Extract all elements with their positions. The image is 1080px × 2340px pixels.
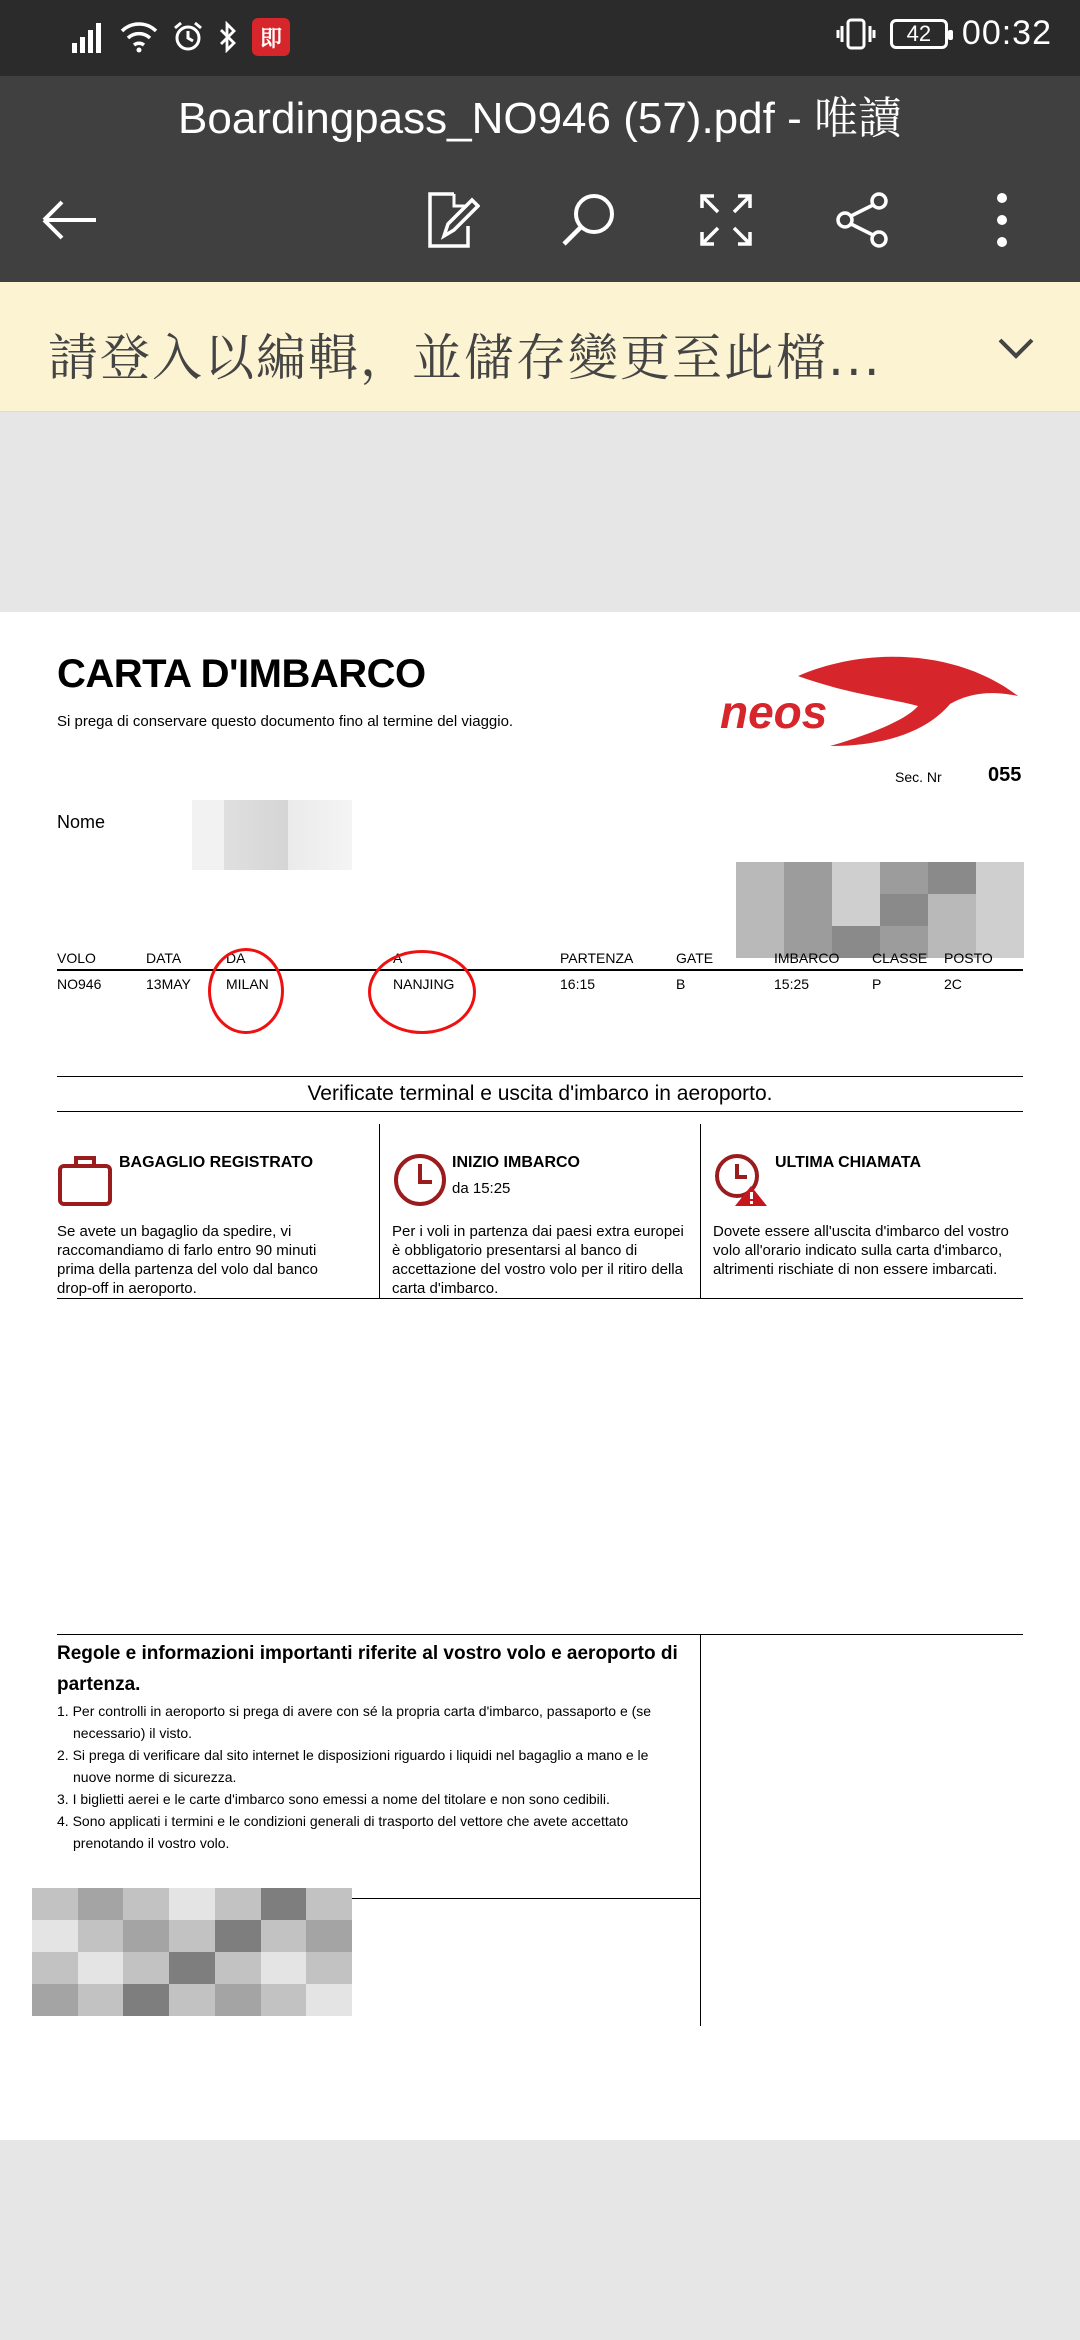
header-partenza: PARTENZA bbox=[560, 950, 634, 966]
clock-icon bbox=[392, 1152, 448, 1208]
flight-table-rule bbox=[57, 969, 1023, 971]
app-bar bbox=[0, 76, 1080, 282]
redacted-barcode bbox=[736, 862, 1024, 958]
status-icons-right bbox=[836, 14, 1052, 53]
header-classe: CLASSE bbox=[872, 950, 928, 966]
column-divider bbox=[700, 1124, 701, 1298]
info-boarding-time: da 15:25 bbox=[452, 1180, 511, 1197]
fullscreen-button[interactable] bbox=[686, 180, 766, 260]
header-imbarco: IMBARCO bbox=[774, 950, 840, 966]
suitcase-icon bbox=[57, 1152, 113, 1208]
sign-in-banner[interactable] bbox=[0, 282, 1080, 412]
rule-item: 3. I biglietti aerei e le carte d'imbarco sono emessi a nome del titolare e non sono cedibili. bbox=[57, 1791, 610, 1807]
value-classe: P bbox=[872, 976, 882, 992]
sec-nr-label: Sec. Nr bbox=[895, 769, 942, 785]
status-icons-left bbox=[72, 18, 290, 56]
arrow-left-icon bbox=[40, 198, 100, 242]
value-volo: NO946 bbox=[57, 976, 102, 992]
edit-document-icon bbox=[424, 190, 480, 250]
boarding-pass-title: CARTA D'IMBARCO bbox=[57, 652, 426, 696]
sec-nr-value: 055 bbox=[988, 764, 1022, 786]
column-divider bbox=[379, 1124, 380, 1298]
value-posto: 2C bbox=[944, 976, 962, 992]
app-notification-badge: 即 bbox=[252, 18, 290, 56]
info-boarding-title: INIZIO IMBARCO bbox=[452, 1154, 580, 1171]
status-bar bbox=[0, 0, 1080, 76]
bluetooth-icon bbox=[218, 21, 238, 53]
header-gate: GATE bbox=[676, 950, 714, 966]
value-gate: B bbox=[676, 976, 686, 992]
neos-logo bbox=[718, 648, 1024, 758]
search-button[interactable] bbox=[548, 180, 628, 260]
info-last-call bbox=[713, 1124, 1023, 1298]
rule-item: 4. Sono applicati i termini e le condizioni generali di trasporto del vettore che avete accettato prenotando il vostro volo. bbox=[57, 1813, 629, 1851]
vibrate-icon bbox=[836, 17, 876, 51]
document-title: Boardingpass_NO946 (57).pdf - 唯讀 bbox=[178, 94, 902, 143]
info-baggage bbox=[57, 1124, 367, 1298]
edit-button[interactable] bbox=[412, 180, 492, 260]
header-posto: POSTO bbox=[944, 950, 993, 966]
rules-list bbox=[57, 1700, 687, 1854]
svg-text:neos: neos bbox=[720, 686, 828, 738]
verify-terminal-notice: Verificate terminal e uscita d'imbarco in aeroporto. bbox=[57, 1076, 1023, 1112]
rule-item: 2. Si prega di verificare dal sito internet le disposizioni riguardo i liquidi nel bagaglio a mano e le nuove norme di sicurezza. bbox=[57, 1747, 649, 1785]
value-data: 13MAY bbox=[146, 976, 191, 992]
info-boarding-start bbox=[392, 1124, 692, 1298]
rules-divider bbox=[700, 1634, 701, 2026]
more-options-button[interactable] bbox=[962, 180, 1042, 260]
expand-icon bbox=[698, 192, 754, 248]
info-last-call-title: ULTIMA CHIAMATA bbox=[775, 1154, 922, 1171]
search-icon bbox=[558, 190, 618, 250]
info-last-call-body: Dovete essere all'uscita d'imbarco del vostro volo all'orario indicato sulla carta d'imbarco, altrimenti rischiate di non essere imbarcati. bbox=[713, 1223, 1009, 1278]
value-partenza: 16:15 bbox=[560, 976, 596, 992]
clock: 00:32 bbox=[961, 14, 1052, 52]
rules-top-rule bbox=[57, 1634, 1023, 1635]
rule-item: 1. Per controlli in aeroporto si prega di avere con sé la propria carta d'imbarco, passaporto e (se necessario) il visto. bbox=[57, 1703, 652, 1741]
share-icon bbox=[833, 191, 891, 249]
chevron-down-icon[interactable] bbox=[992, 324, 1040, 372]
header-a: A bbox=[393, 950, 403, 966]
value-da: MILAN bbox=[226, 976, 269, 992]
back-button[interactable] bbox=[30, 180, 110, 260]
header-volo: VOLO bbox=[57, 950, 96, 966]
banner-message: 請登入以編輯，並儲存變更至此檔... bbox=[48, 329, 882, 387]
signal-icon bbox=[72, 21, 106, 53]
redacted-block bbox=[32, 1888, 352, 2016]
info-baggage-title: BAGAGLIO REGISTRATO bbox=[119, 1154, 314, 1171]
boarding-pass-subtitle: Si prega di conservare questo documento fino al termine del viaggio. bbox=[57, 713, 514, 730]
name-label: Nome bbox=[57, 812, 106, 832]
neos-bird-logo bbox=[718, 648, 1024, 758]
clock-warning-icon bbox=[713, 1152, 769, 1208]
pdf-page[interactable] bbox=[0, 612, 1080, 2140]
info-baggage-body: Se avete un bagaglio da spedire, vi raccomandiamo di farlo entro 90 minuti prima della partenza del volo dal banco drop-off in aeroporto. bbox=[57, 1223, 318, 1297]
highlight-circle-destination bbox=[368, 950, 476, 1034]
alarm-icon bbox=[172, 21, 204, 53]
battery-indicator: 42 bbox=[890, 19, 948, 49]
value-imbarco: 15:25 bbox=[774, 976, 810, 992]
header-data: DATA bbox=[146, 950, 182, 966]
wifi-icon bbox=[120, 21, 158, 53]
rules-title: Regole e informazioni importanti riferite al vostro volo e aeroporto di partenza. bbox=[57, 1643, 678, 1695]
value-a: NANJING bbox=[393, 976, 455, 992]
info-boarding-body: Per i voli in partenza dai paesi extra europei è obbligatorio presentarsi al banco di accettazione del vostro volo per il ritiro della carta d'imbarco. bbox=[392, 1223, 684, 1297]
header-da: DA bbox=[226, 950, 246, 966]
more-vertical-icon bbox=[992, 192, 1012, 248]
highlight-circle-origin bbox=[208, 948, 284, 1034]
redacted-name bbox=[192, 800, 352, 870]
share-button[interactable] bbox=[822, 180, 902, 260]
info-bottom-rule bbox=[57, 1298, 1023, 1299]
